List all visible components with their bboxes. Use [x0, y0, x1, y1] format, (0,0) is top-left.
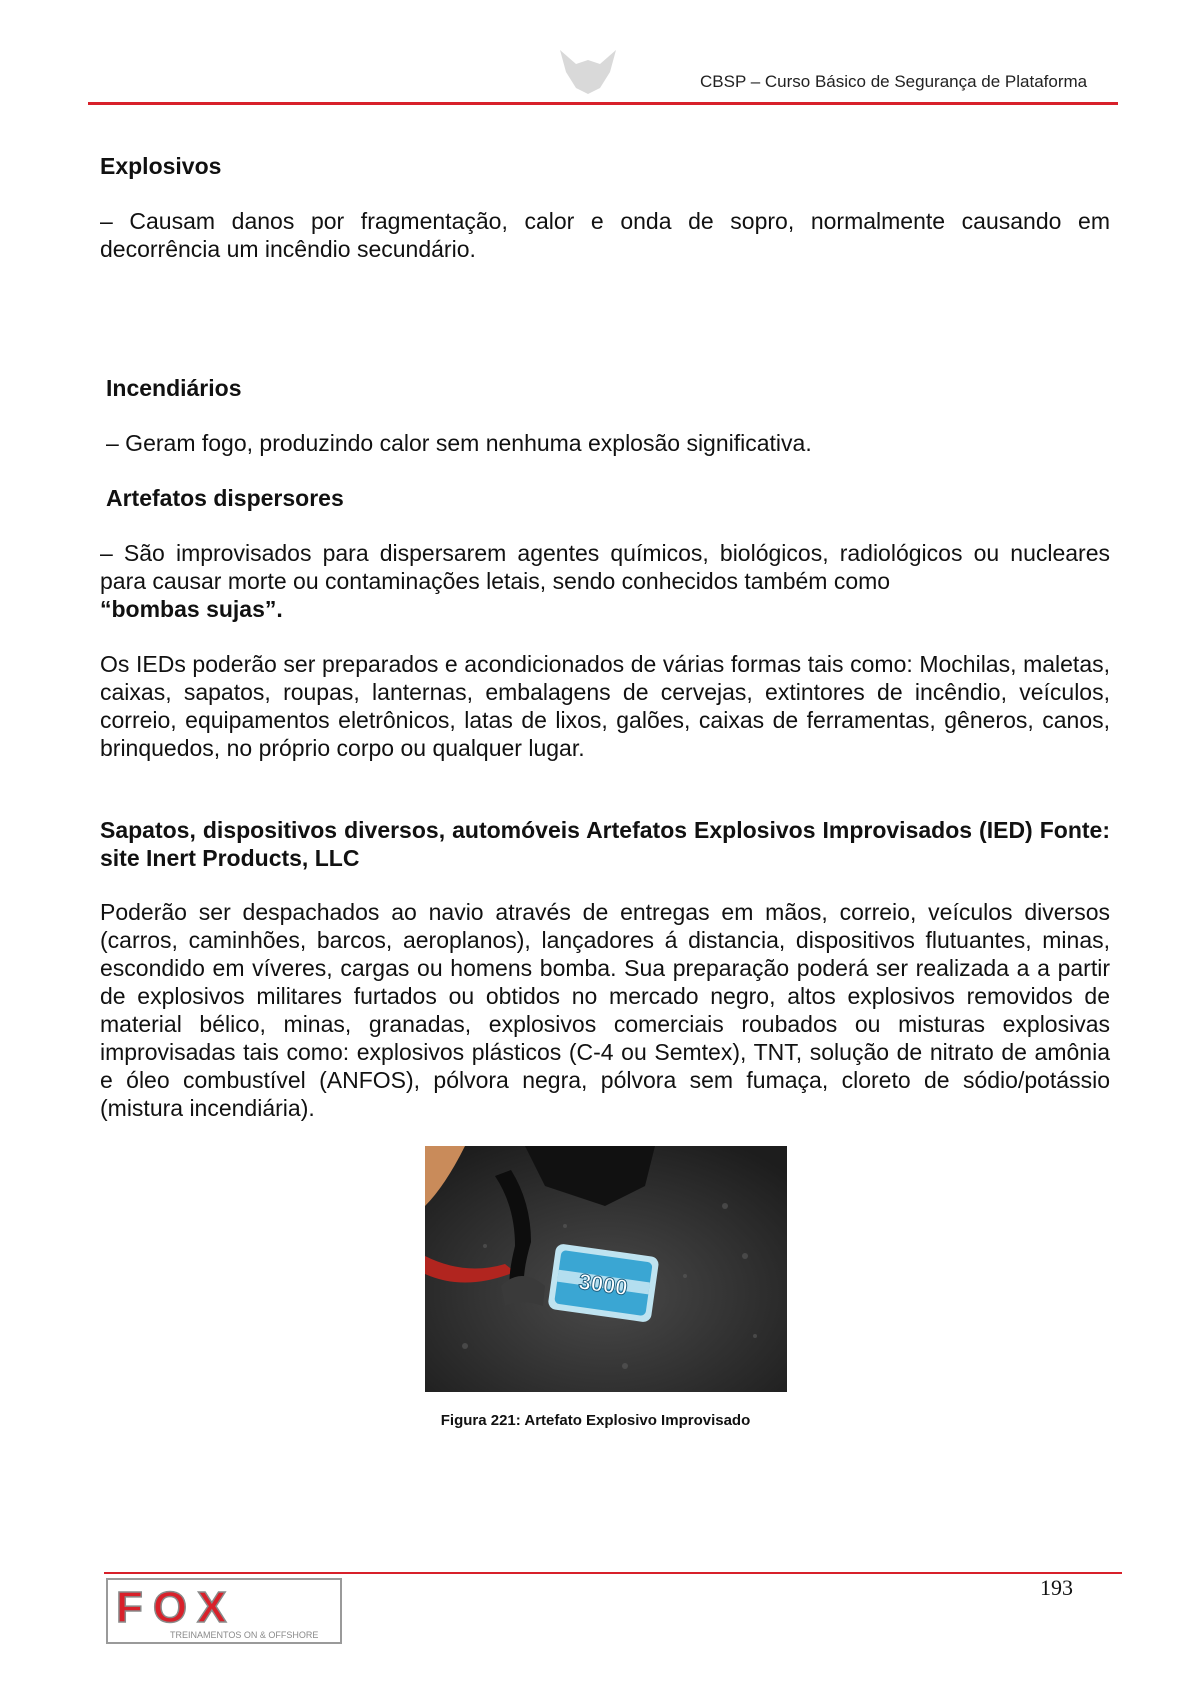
footer-divider [104, 1572, 1122, 1574]
header-divider [88, 102, 1118, 105]
heading-incendiarios: Incendiários [106, 375, 242, 401]
heading-sapatos-ied: Sapatos, dispositivos diversos, automóveis Artefatos Explosivos Improvisados (IED) Fonte: site Inert Products, LLC [100, 817, 1110, 871]
fox-logo-icon [106, 1578, 342, 1644]
paragraph-explosivos: – Causam danos por fragmentação, calor e onda de sopro, normalmente causando em decorrência um incêndio secundário. [100, 208, 1110, 262]
paragraph-artefatos-text: – São improvisados para dispersarem agentes químicos, biológicos, radiológicos ou nucleares para causar morte ou contaminações letais, sendo conhecidos também como [100, 540, 1110, 594]
paragraph-artefatos [100, 539, 1110, 623]
paragraph-poderao: Poderão ser despachados ao navio através de entregas em mãos, correio, veículos diversos (carros, caminhões, barcos, aeroplanos), lançadores á distancia, dispositivos flutuantes, minas, escondido em víveres, cargas ou homens bomba. Sua preparação poderá ser realizada a a partir de explosivos militares furtados ou obtidos no mercado negro, altos explosivos removidos de material bélico, minas, granadas, explosivos comerciais roubados ou misturas explosivas improvisadas tais como: explosivos plásticos (C-4 ou Semtex), TNT, solução de nitrato de amônia e óleo combustível (ANFOS), pólvora negra, pólvora sem fumaça, cloreto de sódio/potássio (mistura incendiária). [100, 899, 1110, 1121]
figure-caption: Figura 221: Artefato Explosivo Improvisado [440, 1412, 751, 1429]
paragraph-ieds: Os IEDs poderão ser preparados e acondicionados de várias formas tais como: Mochilas, maletas, caixas, sapatos, roupas, lanternas, embalagens de cervejas, extintores de incêndio, veículos, correio, equipamentos eletrônicos, latas de lixos, galões, caixas de ferramentas, gêneros, canos, brinquedos, no próprio corpo ou qualquer lugar. [100, 651, 1110, 761]
header-title: CBSP – Curso Básico de Segurança de Plataforma [700, 72, 1088, 91]
logo-tagline: TREINAMENTOS ON & OFFSHORE [170, 1630, 319, 1640]
logo-text: FOX [116, 1583, 237, 1632]
heading-artefatos-dispersores: Artefatos dispersores [106, 485, 344, 511]
paragraph-incendiarios: – Geram fogo, produzindo calor sem nenhuma explosão significativa. [106, 430, 812, 456]
heading-explosivos: Explosivos [100, 153, 222, 179]
figure-ied-photo [425, 1146, 787, 1392]
page-number: 193 [1040, 1575, 1073, 1600]
battery-label: 3000 [577, 1268, 630, 1301]
fox-watermark-icon [556, 48, 620, 96]
paragraph-artefatos-emphasis: “bombas sujas”. [100, 596, 283, 622]
